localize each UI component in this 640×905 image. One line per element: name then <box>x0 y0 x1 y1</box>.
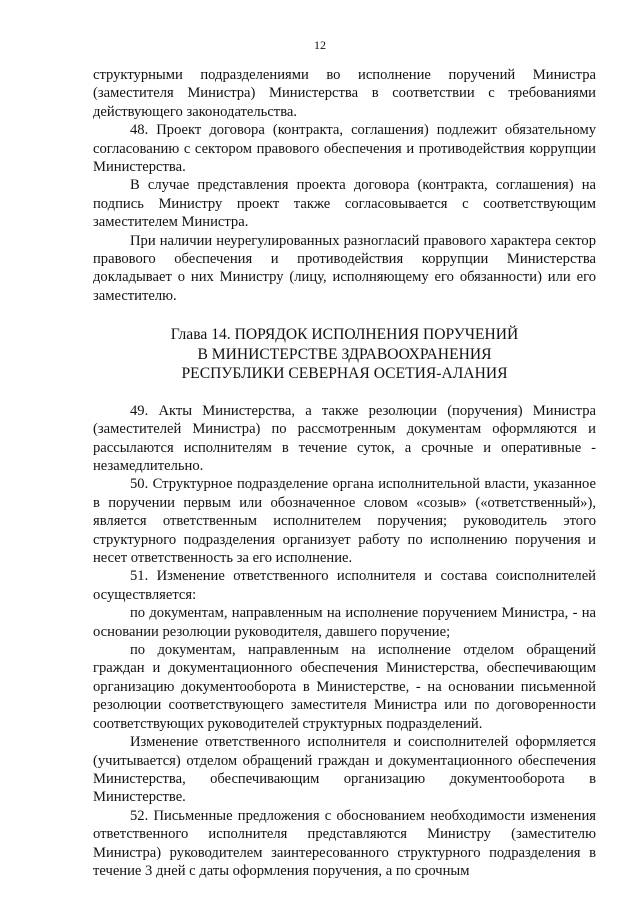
chapter-heading <box>93 325 596 384</box>
chapter-heading-line-1: Глава 14. ПОРЯДОК ИСПОЛНЕНИЯ ПОРУЧЕНИЙ <box>170 326 519 344</box>
chapter-heading-line-2: В МИНИСТЕРСТВЕ ЗДРАВООХРАНЕНИЯ <box>197 345 492 363</box>
paragraph-51: 51. Изменение ответственного исполнителя и состава соисполнителей осуществляется: <box>93 568 596 603</box>
paragraph-48: 48. Проект договора (контракта, соглашения) подлежит обязательному согласованию с сектором правового обеспечения и противодействия коррупции Министерства. <box>93 122 596 176</box>
chapter-heading-line-3: РЕСПУБЛИКИ СЕВЕРНАЯ ОСЕТИЯ-АЛАНИЯ <box>181 365 508 383</box>
paragraph-51-department-orders: по документам, направленным на исполнение отделом обращений граждан и документационного обеспечения Министерства, обеспечивающим организацию документооборота в Министерстве, - на основании письменной резолюции соответствующего заместителя Министра или по договоренности соответствующих руководителей структурных подразделений. <box>93 642 596 732</box>
document-body <box>93 66 596 880</box>
paragraph-52: 52. Письменные предложения с обоснованием необходимости изменения ответственного исполнителя представляются Министру (заместителю Министра) руководителем заинтересованного структурного подразделения в течение 3 дней с даты оформления поручения, а по срочным <box>93 807 596 879</box>
paragraph-48-draft-signing: В случае представления проекта договора (контракта, соглашения) на подпись Министру проект также согласовывается с соответствующим заместителем Министра. <box>93 177 596 231</box>
paragraph-49: 49. Акты Министерства, а также резолюции (поручения) Министра (заместителей Министра) по рассмотренным документам оформляются и рассылаются исполнителям в течение суток, а срочные и оперативные - незамедлительно. <box>93 402 596 474</box>
paragraph-continuation: структурными подразделениями во исполнение поручений Министра (заместителя Министра) Министерства в соответствии с требованиями действующего законодательства. <box>93 67 596 120</box>
paragraph-48-disagreements: При наличии неурегулированных разногласий правового характера сектор правового обеспечения и противодействия коррупции Министерства докладывает о них Министру (лицу, исполняющему его обязанности) или его заместителю. <box>93 232 596 304</box>
paragraph-50: 50. Структурное подразделение органа исполнительной власти, указанное в поручении первым или обозначенное словом «созыв» («ответственный»), является ответственным исполнителем поручения; руководитель этого структурного подразделения организует работу по исполнению поручения и несет ответственность за его исполнение. <box>93 476 596 567</box>
paragraph-51-minister-orders: по документам, направленным на исполнение поручением Министра, - на основании резолюции руководителя, давшего поручение; <box>93 605 596 640</box>
page-number: 12 <box>314 38 326 52</box>
paragraph-51-registration: Изменение ответственного исполнителя и соисполнителей оформляется (учитывается) отделом обращений граждан и документационного обеспечения Министерства, обеспечивающим организацию документооборота в Министерстве. <box>93 734 596 806</box>
